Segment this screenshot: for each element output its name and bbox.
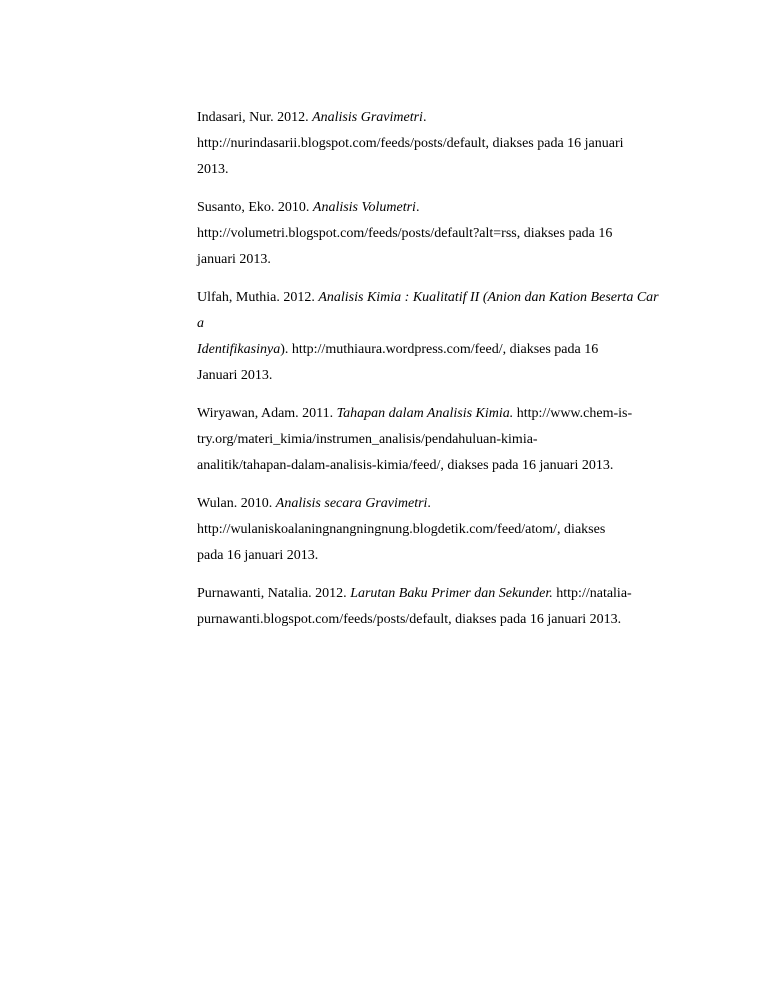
reference-line: analitik/tahapan-dalam-analisis-kimia/feed/, diakses pada 16 januari 2013. (197, 458, 614, 473)
reference-line: pada 16 januari 2013. (197, 548, 319, 563)
reference-line: 2013. (197, 162, 229, 177)
reference-entry (145, 195, 665, 273)
reference-line: Indasari, Nur. 2012. Analisis Gravimetri. (197, 110, 427, 125)
reference-line: purnawanti.blogspot.com/feeds/posts/default, diakses pada 16 januari 2013. (197, 612, 622, 627)
reference-line: Wulan. 2010. Analisis secara Gravimetri. (197, 496, 431, 511)
reference-title: Analisis Gravimetri (312, 110, 423, 125)
reference-line: Susanto, Eko. 2010. Analisis Volumetri. (197, 200, 420, 215)
reference-title: Analisis Volumetri (312, 200, 416, 215)
reference-title: Analisis secara Gravimetri (275, 496, 428, 511)
reference-line: Identifikasinya). http://muthiaura.wordpress.com/feed/, diakses pada 16 (197, 342, 599, 357)
bibliography-list (145, 105, 665, 645)
reference-entry (145, 105, 665, 183)
reference-line: Purnawanti, Natalia. 2012. Larutan Baku Primer dan Sekunder. http://natalia- (197, 586, 632, 601)
reference-title: Identifikasinya (197, 342, 281, 357)
reference-line: Ulfah, Muthia. 2012. Analisis Kimia : Kualitatif II (Anion dan Kation Beserta Cara (197, 290, 659, 331)
reference-line: http://nurindasarii.blogspot.com/feeds/posts/default, diakses pada 16 januari (197, 136, 624, 151)
reference-title: Analisis Kimia : Kualitatif II (Anion dan Kation Beserta Cara (197, 290, 659, 331)
reference-line: try.org/materi_kimia/instrumen_analisis/pendahuluan-kimia- (197, 432, 538, 447)
reference-entry (145, 581, 665, 633)
reference-line: http://volumetri.blogspot.com/feeds/posts/default?alt=rss, diakses pada 16 (197, 226, 613, 241)
reference-entry (145, 401, 665, 479)
reference-entry (145, 285, 665, 389)
reference-line: januari 2013. (197, 252, 271, 267)
reference-line: http://wulaniskoalaningnangningnung.blogdetik.com/feed/atom/, diakses (197, 522, 606, 537)
reference-line: Januari 2013. (197, 368, 273, 383)
reference-line: Wiryawan, Adam. 2011. Tahapan dalam Analisis Kimia. http://www.chem-is- (197, 406, 633, 421)
reference-entry (145, 491, 665, 569)
reference-title: Larutan Baku Primer dan Sekunder. (350, 586, 553, 601)
reference-title: Tahapan dalam Analisis Kimia. (336, 406, 514, 421)
